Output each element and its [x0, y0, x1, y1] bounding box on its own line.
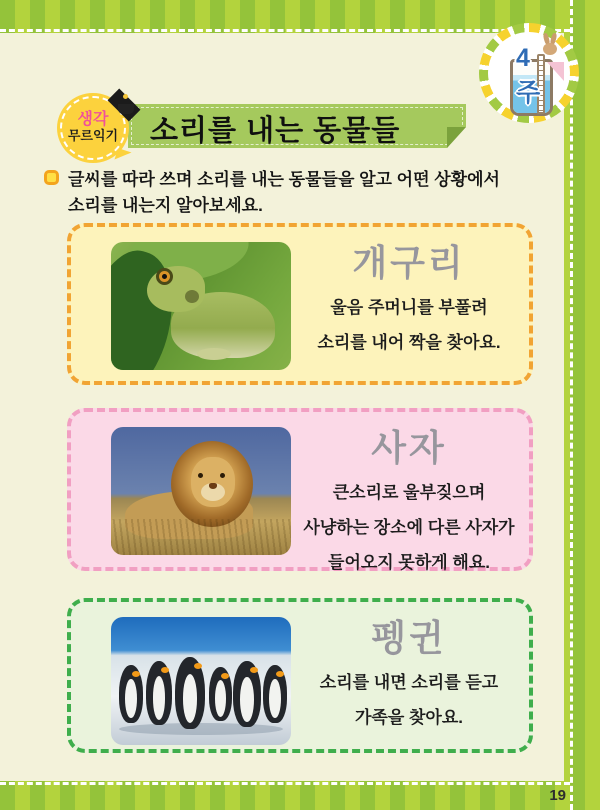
- instruction-text: [68, 167, 500, 218]
- card-text-line: 들어오지 못하게 해요.: [328, 553, 490, 572]
- card-text-line: 소리를 내어 짝을 찾아요.: [317, 333, 501, 352]
- card-title-frog: 개구리: [352, 242, 466, 283]
- bubble-text-top: 생각: [77, 110, 109, 128]
- frog-photo: [111, 242, 291, 370]
- card-text-line: 울음 주머니를 부풀려: [330, 298, 488, 317]
- instruction-line-1: 글씨를 따라 쓰며 소리를 내는 동물들을 알고 어떤 상황에서: [68, 170, 500, 189]
- frame-dashed-line-bottom: [0, 782, 570, 785]
- graduation-cap-icon: [103, 88, 149, 120]
- animal-card-lion: [67, 408, 533, 571]
- bunny-icon: [538, 36, 560, 58]
- penguin-photo: [111, 617, 291, 745]
- bullet-icon: [44, 170, 59, 185]
- net-icon: [547, 62, 564, 81]
- badge-circle: [488, 32, 570, 114]
- card-title-lion: 사자: [371, 427, 447, 468]
- week-label: 4주: [516, 44, 541, 107]
- page-number: 19: [549, 787, 566, 804]
- animal-card-frog: [67, 223, 533, 385]
- instruction-block: [44, 167, 544, 218]
- lion-photo: [111, 427, 291, 555]
- card-text-line: 가족을 찾아요.: [355, 708, 463, 727]
- page-title: 소리를 내는 동물들: [150, 115, 401, 147]
- card-text-line: 큰소리로 울부짖으며: [332, 483, 486, 502]
- card-title-penguin: 펭귄: [371, 617, 447, 658]
- bubble-text-bottom: 무르익기: [67, 128, 119, 144]
- week-badge: [479, 23, 579, 123]
- card-text-line: 사냥하는 장소에 다른 사자가: [303, 518, 515, 537]
- instruction-line-2: 소리를 내는지 알아보세요.: [68, 195, 263, 215]
- card-text-line: 소리를 내면 소리를 듣고: [319, 673, 499, 692]
- animal-card-penguin: [67, 598, 533, 753]
- ribbon-fold: [447, 127, 466, 148]
